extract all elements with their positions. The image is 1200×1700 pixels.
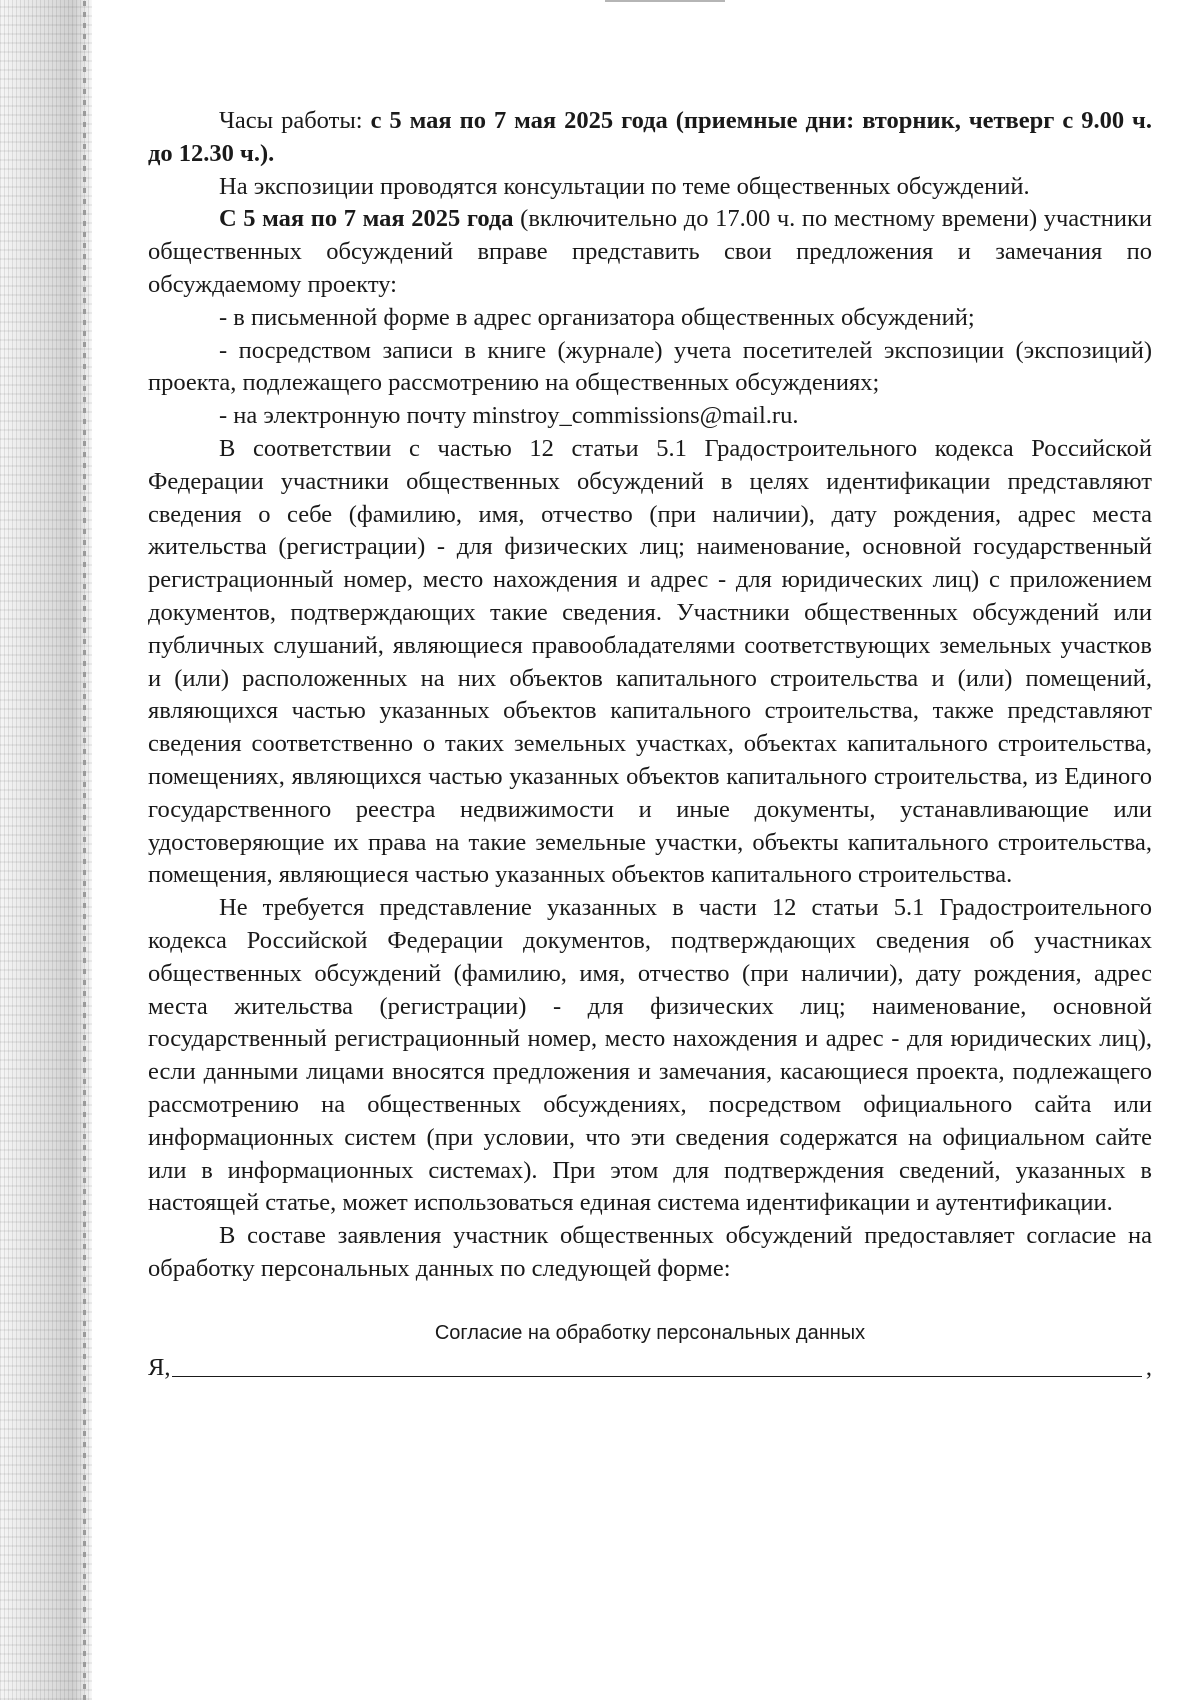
item-book: - посредством записи в книге (журнале) учета посетителей экспозиции (экспозиций) проекта, подлежащего рассмотрению на общественных обсуждениях; [148,336,1152,397]
name-blank-line[interactable] [172,1375,1141,1377]
identification-paragraph: В соответствии с частью 12 статьи 5.1 Градостроительного кодекса Российской Федерации участники общественных обсуждений в целях идентификации представляют сведения о себе (фамилию, имя, отчество (при наличии), дату рождения, адрес места жительства (регистрации) - для физических лиц; наименование, основной государственный регистрационный номер, место нахождения и адрес - для юридических лиц) с приложением документов, подтверждающих такие сведения. Участники общественных обсуждений или публичных слушаний, являющиеся правообладателями соответствующих земельных участков и (или) расположенных на них объектов капитального строительства и (или) помещений, являющихся частью указанных объектов капитального строительства, также представляют сведения соответственно о таких земельных участках, объектах капитального строительства, помещениях, являющихся частью указанных объектов капитального строительства, из Единого государственного реестра недвижимости и иные документы, устанавливающие или удостоверяющие их права на такие земельные участки, объекты капитального строительства, помещения, являющиеся частью указанных объектов капитального строительства. [148,434,1152,889]
hours-bold: с 5 мая по 7 мая 2025 года (приемные дни: вторник, четверг с 9.00 ч. до 12.30 ч.). [148,107,1153,167]
consent-form-title: Согласие на обработку персональных данных [434,1321,866,1344]
period-bold: С 5 мая по 7 мая 2025 года [219,205,514,233]
item-written: - в письменной форме в адрес организатора общественных обсуждений; [219,303,975,331]
scan-edge-artifact [0,0,92,1700]
hours-lead: Часы работы: [219,107,371,134]
consent-name-line [148,1352,1152,1385]
item-email: - на электронную почту minstroy_commissions@mail.ru. [219,402,799,430]
period-paragraph [148,203,1152,301]
scan-top-mark [605,0,725,2]
period-rest: (включительно до 17.00 ч. по местному времени) участники общественных обсуждений вправе представить свои предложения и замечания по обсуждаемому проекту: [148,205,1152,298]
consent-intro-paragraph: В составе заявления участник общественных обсуждений предоставляет согласие на обработку персональных данных по следующей форме: [148,1222,1152,1282]
consultations-paragraph: На экспозиции проводятся консультации по теме общественных обсуждений. [219,172,1030,200]
not-required-paragraph: Не требуется представление указанных в части 12 статьи 5.1 Градостроительного кодекса Российской Федерации документов, подтверждающих сведения об участниках общественных обсуждений (фамилию, имя, отчество (при наличии), дату рождения, адрес места жительства (регистрации) - для физических лиц; наименование, основной государственный регистрационный номер, место нахождения и адрес - для юридических лиц), если данными лицами вносятся предложения и замечания, касающиеся проекта, подлежащего рассмотрению на общественных обсуждениях, посредством официального сайта или информационных систем (при условии, что эти сведения содержатся на официальном сайте или в информационных системах). При этом для подтверждения сведений, указанных в настоящей статье, может использоваться единая система идентификации и аутентификации. [148,894,1152,1217]
trailing-comma: , [1145,1353,1152,1381]
document-page [148,105,1152,1384]
hours-paragraph [148,105,1152,171]
ya-label: Я, [148,1353,171,1381]
